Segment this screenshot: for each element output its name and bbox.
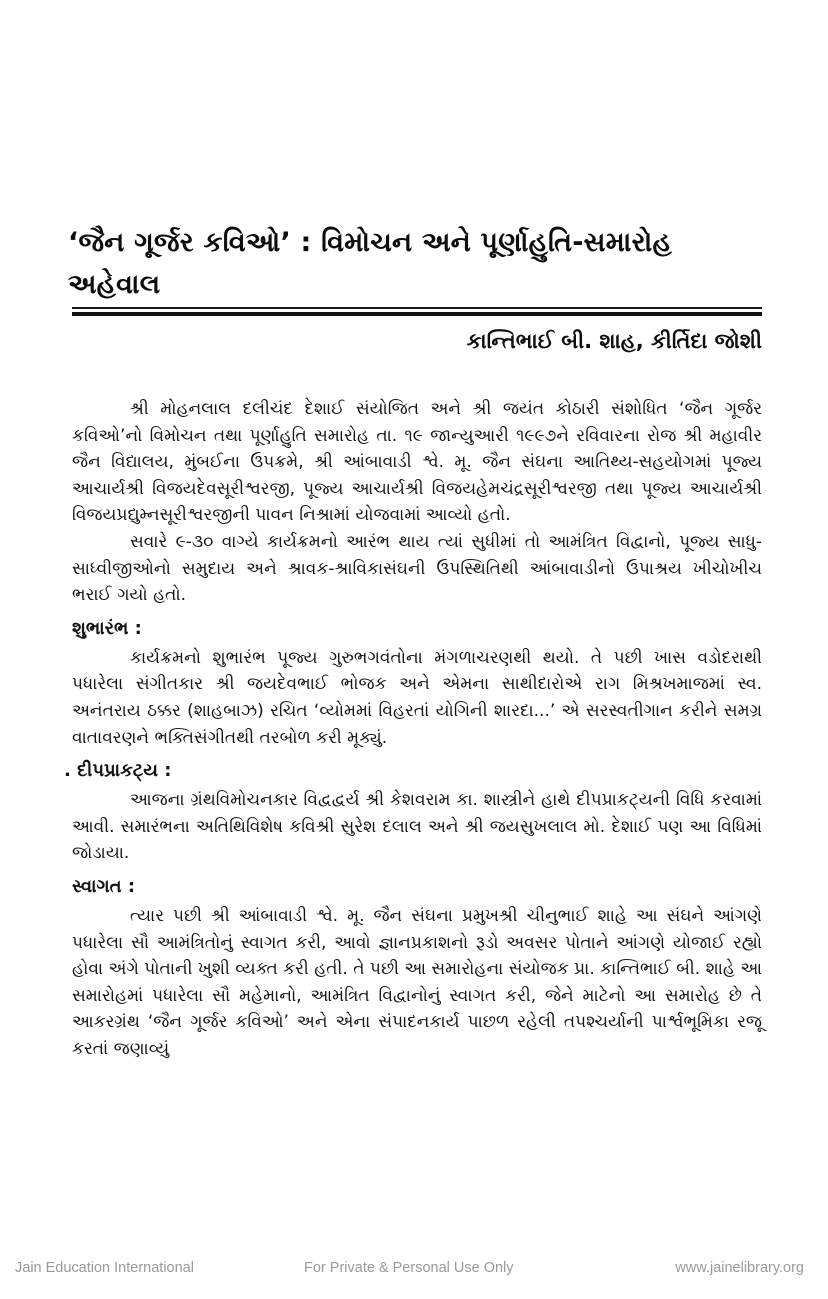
author-byline: કાન્તિભાઈ બી. શાહ, કીર્તિદા જોશી <box>466 329 762 353</box>
footer-publisher: Jain Education International <box>15 1260 194 1276</box>
footer-website-link[interactable]: www.jainelibrary.org <box>675 1260 804 1276</box>
section-heading: શુભારંભ : <box>72 617 142 639</box>
footer-usage-notice: For Private & Personal Use Only <box>304 1260 514 1276</box>
section-inauguration <box>72 615 762 751</box>
section-lamp-lighting <box>64 757 762 867</box>
section-heading: . દીપપ્રાકટ્ય : <box>64 760 172 782</box>
double-rule-divider <box>72 305 762 319</box>
section-paragraph: ત્યાર પછી શ્રી આંબાવાડી શ્વે. મૂ. જૈન સંઘના પ્રમુખશ્રી ચીનુભાઈ શાહે આ સંઘને આંગણે પધારેલા સૌ આમંત્રિતોનું સ્વાગત કરી, આવો જ્ઞાનપ્રકાશનો રૂડો અવસર પોતાને આંગણે યોજાઈ રહ્યો હોવા અંગે પોતાની ખુશી વ્યક્ત કરી હતી. તે પછી આ સમારોહના સંયોજક પ્રા. કાન્તિભાઈ બી. શાહે આ સમારોહમાં પધારેલા સૌ મહેમાનો, આમંત્રિત વિદ્વાનોનું સ્વાગત કરી, જેને માટેનો આ સમારોહ છે તે આકરગ્રંથ ‘જૈન ગૂર્જર કવિઓ’ અને એના સંપાદનકાર્ય પાછળ રહેલી તપશ્ચર્યાની પાર્શ્વભૂમિકા રજૂ કરતાં જણાવ્યું <box>72 905 762 1059</box>
divider-thin-line <box>72 307 762 309</box>
title-line-2: અહેવાલ <box>68 269 161 300</box>
title-line-1: ‘જૈન ગૂર્જર કવિઓ’ : વિમોચન અને પૂર્ણાહુતિ-સમારોહ <box>68 227 672 258</box>
section-heading: સ્વાગત : <box>72 875 136 897</box>
section-paragraph: કાર્યક્રમનો શુભારંભ પૂજ્ય ગુરુભગવંતોના મંગળાચરણથી થયો. તે પછી ખાસ વડોદરાથી પધારેલા સંગીતકાર શ્રી જયદેવભાઈ ભોજક અને એમના સાથીદારોએ રાગ મિશ્રખમાજમાં સ્વ. અનંતરાય ઠક્કર (શાહબાઝ) રચિત ‘વ્યોમમાં વિહરતાં યોગિની શારદા...’ એ સરસ્વતીગાન કરીને સમગ્ર વાતાવરણને ભક્તિસંગીતથી તરબોળ કરી મૂક્યું. <box>72 647 762 748</box>
section-welcome <box>72 873 762 1063</box>
article-body <box>64 396 762 1062</box>
intro-paragraph-2: સવારે ૯-૩૦ વાગ્યે કાર્યક્રમનો આરંભ થાય ત્યાં સુધીમાં તો આમંત્રિત વિદ્વાનો, પૂજ્ય સાધુ-સાધ્વીજીઓનો સમુદાય અને શ્રાવક-શ્રાવિકાસંઘની ઉપસ્થિતિથી આંબાવાડીનો ઉપાશ્રય ખીચોખીચ ભરાઈ ગયો હતો. <box>72 531 762 606</box>
article-title <box>68 222 768 306</box>
divider-thick-line <box>72 312 762 316</box>
section-paragraph: આજના ગ્રંથવિમોચનકાર વિદ્વદ્વર્ય શ્રી કેશવરામ કા. શાસ્ત્રીને હાથે દીપપ્રાકટ્યની વિધિ કરવામાં આવી. સમારંભના અતિથિવિશેષ કવિશ્રી સુરેશ દલાલ અને શ્રી જયસુખલાલ મો. દેશાઈ પણ આ વિધિમાં જોડાયા. <box>72 790 762 864</box>
intro-paragraph-1: શ્રી મોહનલાલ દલીચંદ દેશાઈ સંયોજિત અને શ્રી જયંત કોઠારી સંશોધિત ‘જૈન ગૂર્જર કવિઓ’નો વિમોચન તથા પૂર્ણાહુતિ સમારોહ તા. ૧૯ જાન્યુઆરી ૧૯૯૭ને રવિવારના રોજ શ્રી મહાવીર જૈન વિદ્યાલય, મુંબઈના ઉપક્રમે, શ્રી આંબાવાડી શ્વે. મૂ. જૈન સંઘના આતિથ્ય-સહયોગમાં પૂજ્ય આચાર્યશ્રી વિજયદેવસૂરીશ્વરજી, પૂજ્ય આચાર્યશ્રી વિજયહેમચંદ્રસૂરીશ્વરજી તથા પૂજ્ય આચાર્યશ્રી વિજયપ્રદ્યુમ્નસૂરીશ્વરજીની પાવન નિશ્રામાં યોજવામાં આવ્યો હતો. <box>72 399 762 526</box>
page-footer <box>0 1258 828 1282</box>
